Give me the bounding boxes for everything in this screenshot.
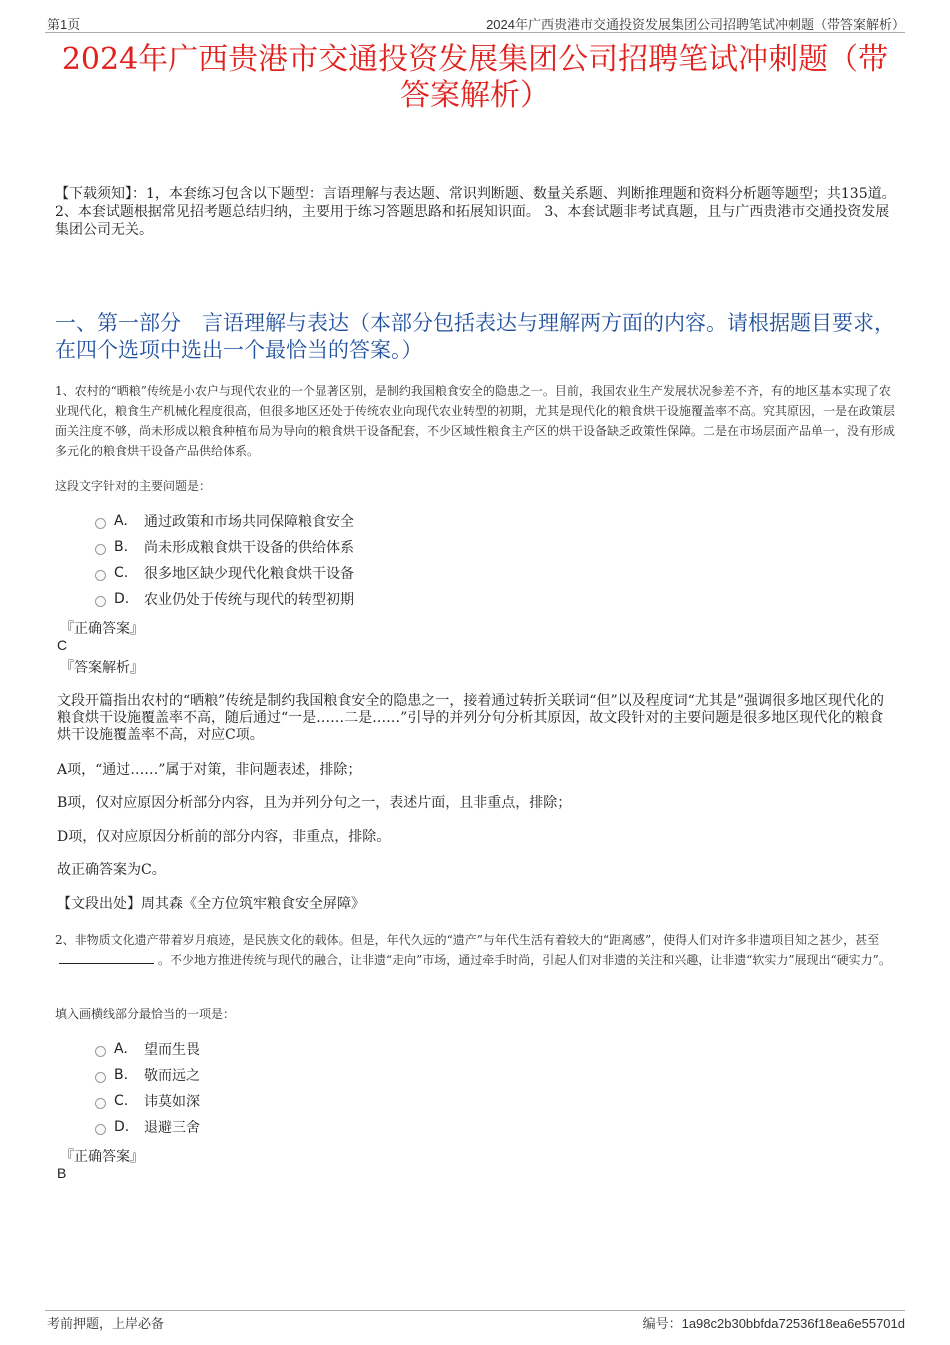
title-line-2: 答案解析） — [400, 78, 550, 113]
option-letter: C. — [114, 565, 129, 581]
option-letter: A. — [114, 513, 128, 529]
option-letter: A. — [114, 1041, 128, 1057]
option-a[interactable] — [95, 1036, 200, 1062]
header-divider — [45, 32, 905, 33]
radio-icon[interactable] — [95, 1098, 106, 1109]
option-letter: D. — [114, 591, 130, 607]
option-text: 农业仍处于传统与现代的转型初期 — [144, 592, 354, 608]
question-2-prompt: 填入画横线部分最恰当的一项是： — [55, 1007, 236, 1021]
question-2-text-before: 2、非物质文化遗产带着岁月痕迹，是民族文化的载体。但是，年代久远的“遗产”与年代生活有着较大的“距离感”，使得人们对许多非遗项目知之甚少，甚至 — [55, 933, 880, 947]
radio-icon[interactable] — [95, 570, 106, 581]
analysis-text: 文段开篇指出农村的“晒粮”传统是制约我国粮食安全的隐患之一，接着通过转折关联词“但”以及程度词“尤其是”强调很多地区现代化的粮食烘干设施覆盖率不高，随后通过“一是……二是……”引导的并列分句分析其原因，故文段针对的主要问题是很多地区现代化的粮食烘干设施覆盖率不高，对应C项。 — [57, 693, 884, 743]
option-letter: D. — [114, 1119, 130, 1135]
download-notice: 【下载须知】：1，本套练习包含以下题型：言语理解与表达题、常识判断题、数量关系题、判断推理题和资料分析题等题型；共135道。 2、本套试题根据常见招考题总结归纳，主要用于练习答题思路和拓展知识面。 3、本套试题非考试真题，且与广西贵港市交通投资发展集团公司无关。 — [55, 186, 896, 238]
option-c[interactable] — [95, 560, 354, 586]
option-letter: C. — [114, 1093, 129, 1109]
analysis-note-b: B项，仅对应原因分析部分内容，且为并列分句之一，表述片面，且非重点，排除； — [57, 795, 572, 811]
page-number: 第1页 — [47, 17, 81, 32]
answer-value: C — [57, 637, 68, 653]
question-2-text-after: 。不少地方推进传统与现代的融合，让非遗“走向”市场，通过牵手时尚，引起人们对非遗的关注和兴趣，让非遗“软实力”展现出“硬实力”。 — [158, 953, 891, 967]
option-letter: B. — [114, 1067, 129, 1083]
analysis-note-a: A项，“通过……”属于对策，非问题表述，排除； — [57, 762, 362, 778]
question-2-text — [55, 930, 895, 970]
passage-source: 【文段出处】周其森《全方位筑牢粮食安全屏障》 — [57, 896, 365, 912]
option-text: 很多地区缺少现代化粮食烘干设备 — [144, 566, 354, 582]
radio-icon[interactable] — [95, 1046, 106, 1057]
answer-label: 『正确答案』 — [60, 1149, 144, 1165]
question-1-prompt: 这段文字针对的主要问题是： — [55, 479, 212, 493]
title-line-1: 2024年广西贵港市交通投资发展集团公司招聘笔试冲刺题（带 — [61, 42, 889, 77]
option-letter: B. — [114, 539, 129, 555]
answer-label: 『正确答案』 — [60, 621, 144, 637]
option-text: 望而生畏 — [144, 1042, 200, 1058]
radio-icon[interactable] — [95, 1124, 106, 1135]
radio-icon[interactable] — [95, 518, 106, 529]
option-text: 讳莫如深 — [144, 1094, 200, 1110]
option-b[interactable] — [95, 1062, 200, 1088]
analysis-note-d: D项，仅对应原因分析前的部分内容，非重点，排除。 — [57, 829, 391, 845]
document-id: 编号：1a98c2b30bbfda72536f18ea6e55701d — [642, 1316, 905, 1331]
option-d[interactable] — [95, 586, 354, 612]
question-1-options — [95, 508, 354, 612]
footer-slogan: 考前押题，上岸必备 — [47, 1316, 165, 1331]
option-text: 敬而远之 — [144, 1068, 200, 1084]
option-d[interactable] — [95, 1114, 200, 1140]
question-1-text: 1、农村的“晒粮”传统是小农户与现代农业的一个显著区别，是制约我国粮食安全的隐患之一。目前，我国农业生产发展状况参差不齐，有的地区基本实现了农业现代化，粮食生产机械化程度很高，但很多地区还处于传统农业向现代农业转型的初期，尤其是现代化的粮食烘干设施覆盖率不高。究其原因，一是在政策层面关注度不够，尚未形成以粮食种植布局为导向的粮食烘干设备配套，不少区域性粮食主产区的烘干设备缺乏政策性保障。二是在市场层面产品单一，没有形成多元化的粮食烘干设备产品供给体系。 — [55, 384, 896, 458]
header-doc-title: 2024年广西贵港市交通投资发展集团公司招聘笔试冲刺题（带答案解析） — [486, 17, 905, 32]
answer-value: B — [57, 1165, 67, 1181]
fill-blank — [59, 951, 154, 964]
page-title — [50, 42, 900, 114]
option-c[interactable] — [95, 1088, 200, 1114]
radio-icon[interactable] — [95, 1072, 106, 1083]
footer-divider — [45, 1310, 905, 1311]
analysis-conclusion: 故正确答案为C。 — [57, 862, 166, 878]
analysis-label: 『答案解析』 — [60, 660, 144, 676]
option-text: 退避三舍 — [144, 1120, 200, 1136]
option-a[interactable] — [95, 508, 354, 534]
option-text: 尚未形成粮食烘干设备的供给体系 — [144, 540, 354, 556]
option-text: 通过政策和市场共同保障粮食安全 — [144, 514, 354, 530]
question-2-options — [95, 1036, 200, 1140]
option-b[interactable] — [95, 534, 354, 560]
radio-icon[interactable] — [95, 596, 106, 607]
section-heading: 一、第一部分 言语理解与表达（本部分包括表达与理解两方面的内容。请根据题目要求，在四个选项中选出一个最恰当的答案。） — [55, 311, 895, 362]
radio-icon[interactable] — [95, 544, 106, 555]
